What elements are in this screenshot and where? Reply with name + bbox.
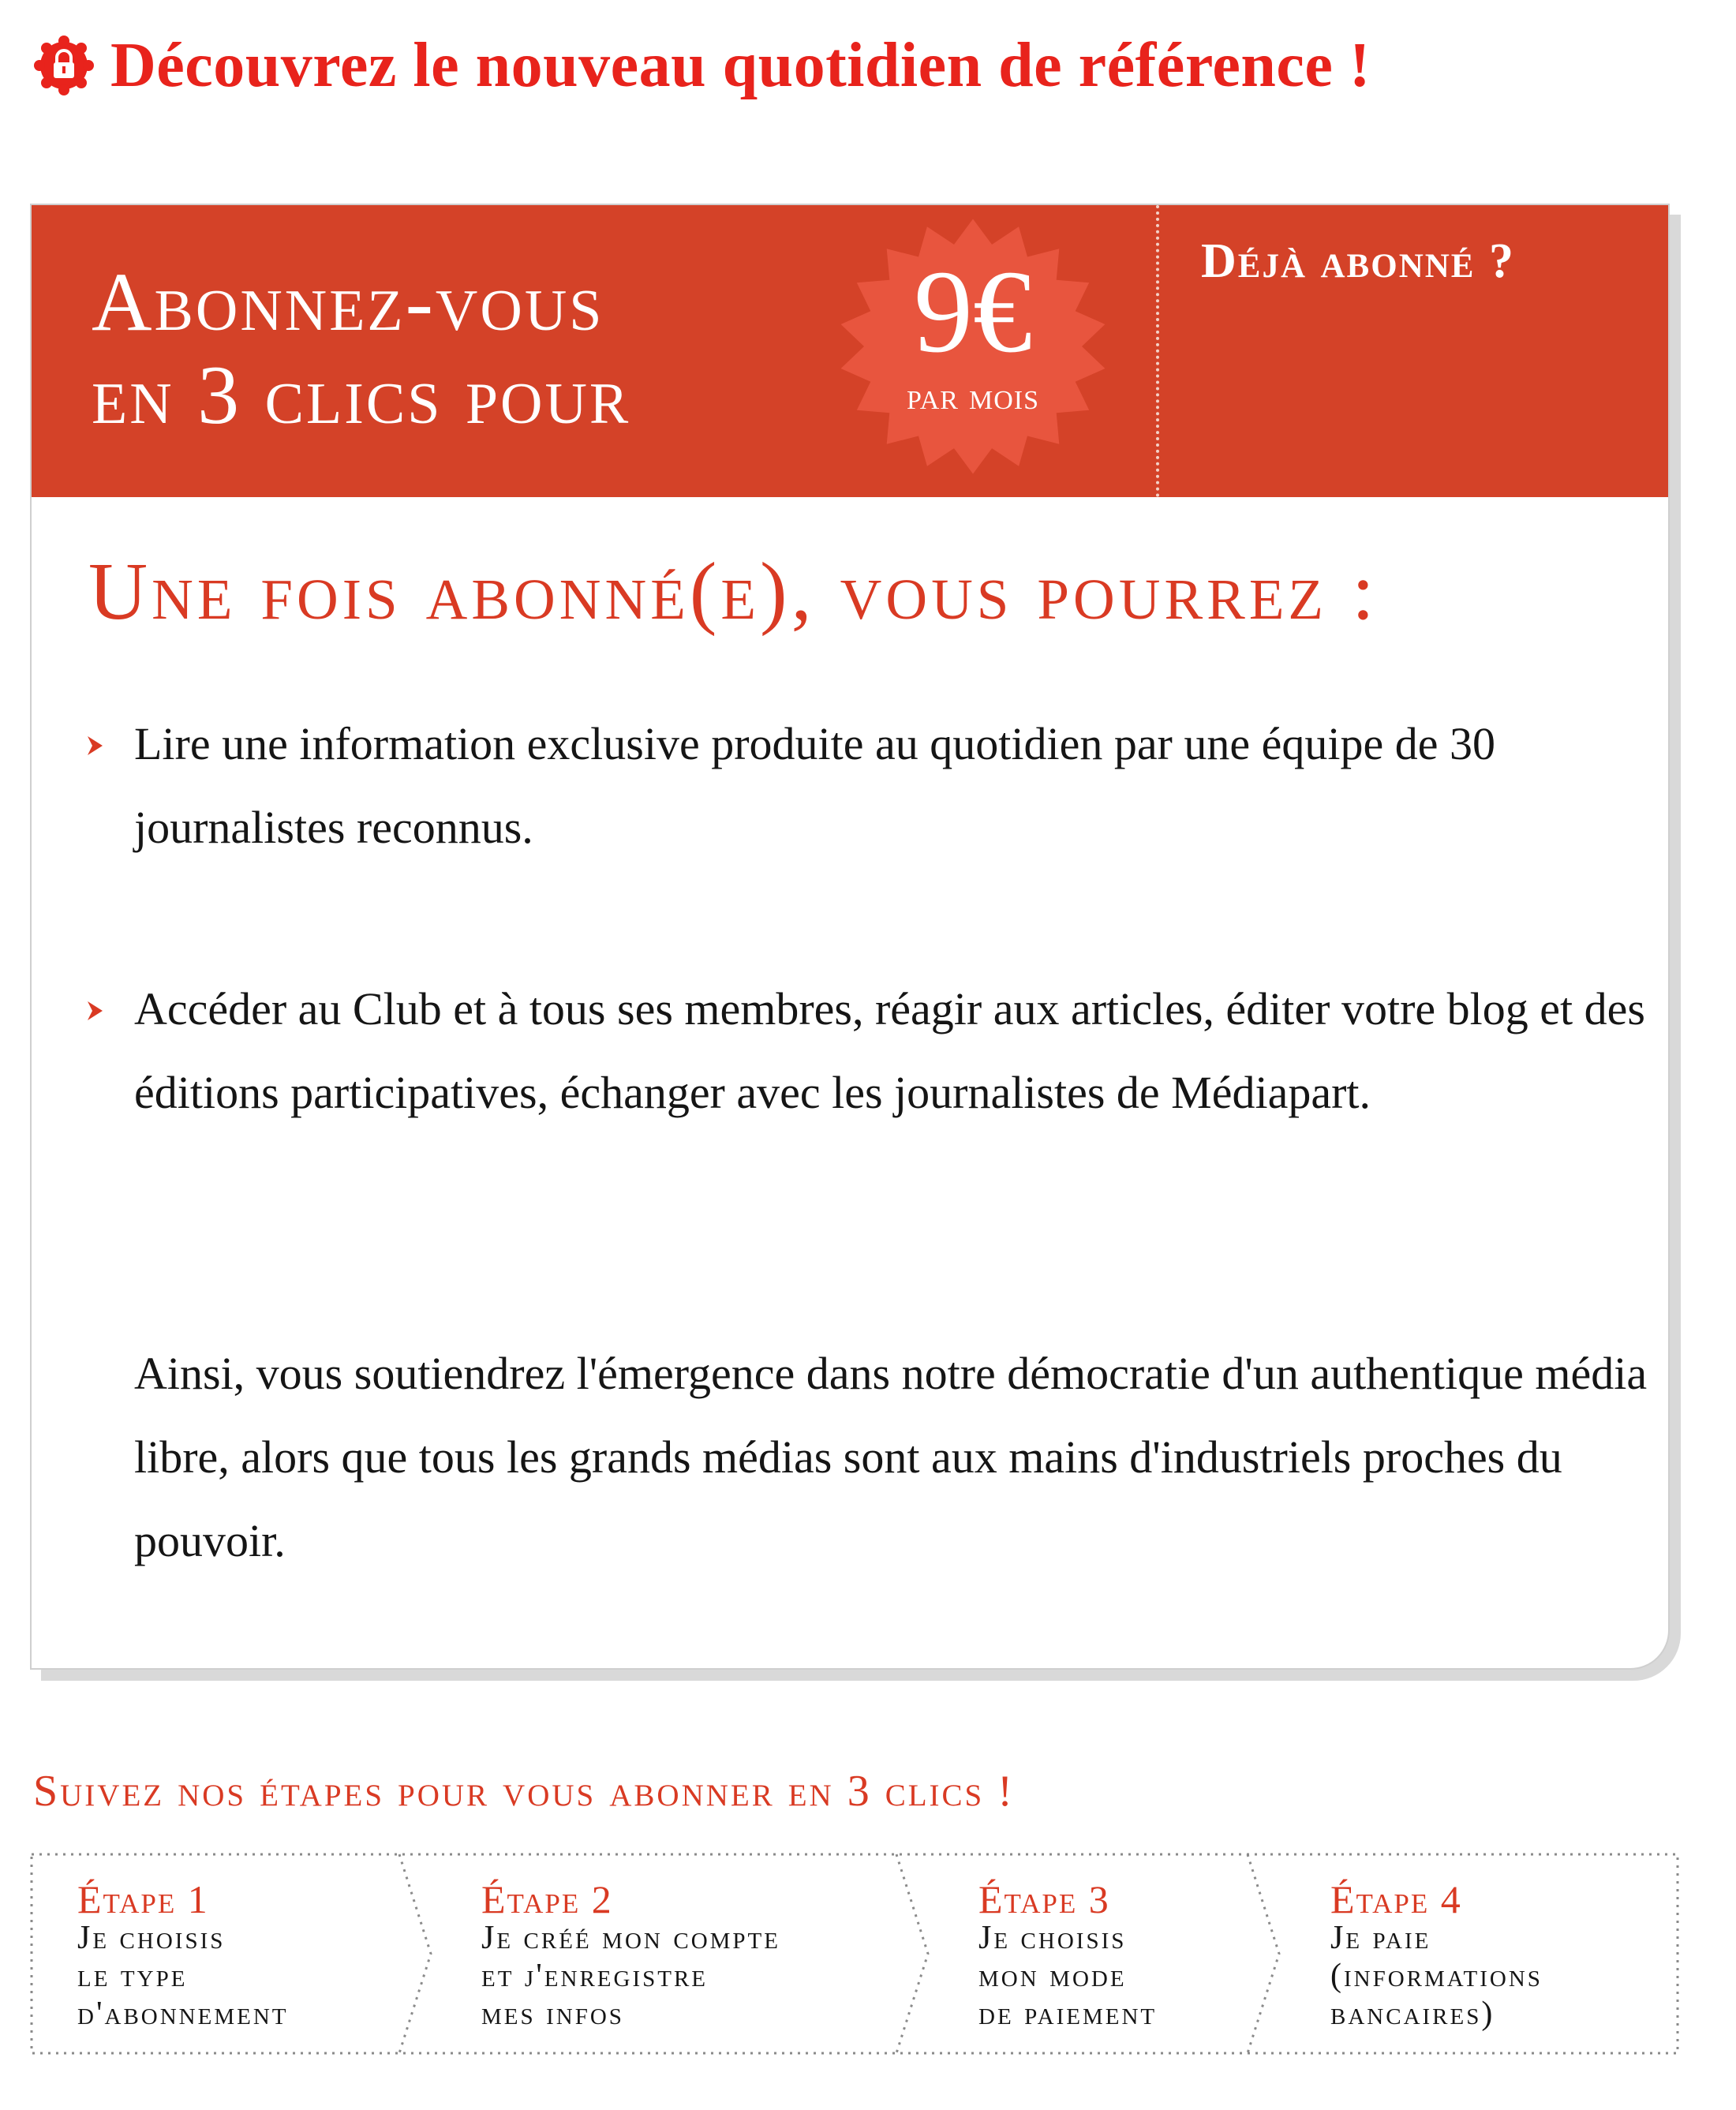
step-line: mon mode	[978, 1958, 1127, 1994]
banner-title-line1: Abonnez-vous	[92, 256, 604, 348]
benefits-heading: Une fois abonné(e), vous pourrez :	[88, 546, 1379, 637]
step-line: et j'enregistre	[481, 1958, 708, 1994]
step-title: Étape 2	[481, 1877, 613, 1921]
benefit-item	[134, 967, 1657, 1135]
banner-title	[92, 256, 630, 442]
step-1	[77, 1877, 289, 2033]
price-value: 9€	[914, 246, 1032, 377]
benefits-closing-text: Ainsi, vous soutiendrez l'émergence dans notre démocratie d'un authentique média libre, alors que tous les grands médias sont aux mains d'industriels proches du pouvoir.	[134, 1348, 1648, 1566]
promo-headline	[32, 22, 1712, 109]
price-period: par mois	[906, 376, 1040, 417]
step-3	[978, 1877, 1158, 2033]
step-line: Je choisis	[77, 1920, 226, 1956]
lock-badge-icon	[32, 33, 96, 98]
steps-heading: Suivez nos étapes pour vous abonner en 3 clics !	[33, 1767, 1015, 1816]
arrow-bullet-icon	[85, 734, 106, 758]
step-4	[1330, 1877, 1543, 2033]
step-line: (informations	[1330, 1958, 1543, 1994]
step-line: Je créé mon compte	[481, 1920, 780, 1956]
step-line: Je paie	[1330, 1920, 1431, 1956]
benefit-item	[134, 702, 1657, 870]
step-line: le type	[77, 1958, 188, 1994]
banner-divider	[1156, 205, 1159, 497]
already-subscribed-link[interactable]: Déjà abonné ?	[1201, 234, 1515, 288]
step-line: d'abonnement	[77, 1996, 289, 2032]
step-title: Étape 4	[1330, 1877, 1462, 1921]
step-line: bancaires)	[1330, 1996, 1495, 2032]
step-2	[481, 1877, 780, 2033]
step-line: mes infos	[481, 1996, 624, 2032]
subscribe-banner[interactable]	[32, 205, 1668, 497]
step-line: Je choisis	[978, 1920, 1127, 1956]
headline-text: Découvrez le nouveau quotidien de référence !	[110, 30, 1371, 100]
banner-title-line2: en 3 clics pour	[92, 349, 631, 441]
benefit-text: Lire une information exclusive produite au quotidien par une équipe de 30 journalistes reconnus.	[134, 718, 1495, 853]
step-line: de paiement	[978, 1996, 1158, 2032]
step-title: Étape 3	[978, 1877, 1110, 1921]
benefit-text: Accéder au Club et à tous ses membres, réagir aux articles, éditer votre blog et des éditions participatives, échanger avec les journalistes de Médiapart.	[134, 983, 1645, 1118]
subscription-card	[30, 204, 1670, 1670]
steps-bar	[28, 1851, 1681, 2056]
arrow-bullet-icon	[85, 999, 106, 1023]
step-title: Étape 1	[77, 1877, 209, 1921]
